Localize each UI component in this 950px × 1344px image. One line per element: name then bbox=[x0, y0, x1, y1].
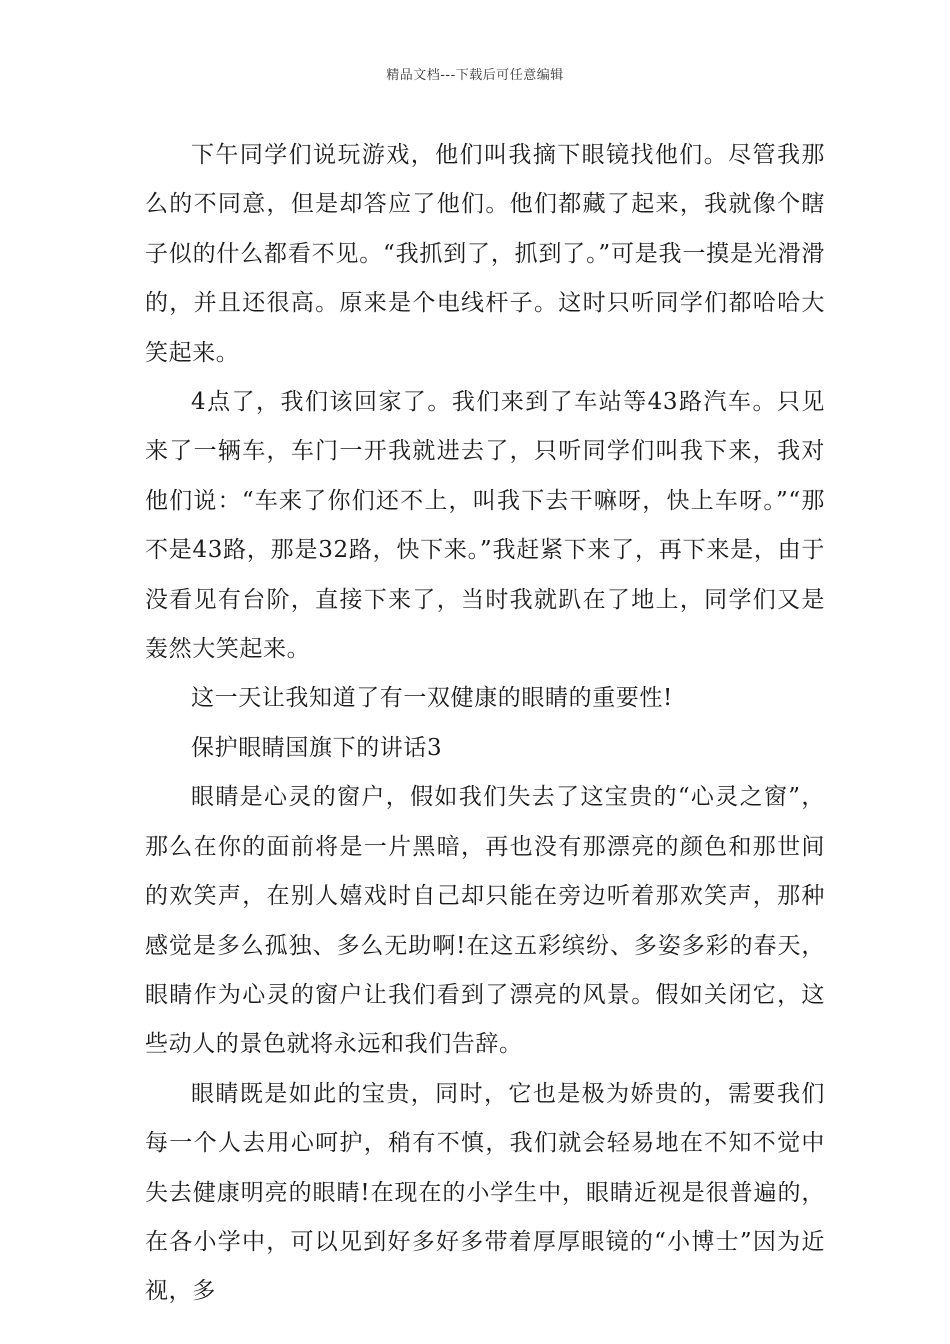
page-header: 精品文档---下载后可任意编辑 bbox=[386, 68, 564, 83]
paragraph-lesson: 这一天让我知道了有一双健康的眼睛的重要性! bbox=[191, 685, 673, 712]
paragraph-game: 下午同学们说玩游戏，他们叫我摘下眼镜找他们。尽管我那么的不同意，但是却答应了他们。他们都藏了起来，我就像个瞎子似的什么都看不见。“我抓到了，抓到了。”可是我一摸是光滑滑的，并且还很高。原来是个电线杆子。这时只听同学们都哈哈大笑起来。 bbox=[145, 142, 825, 366]
document-body bbox=[145, 131, 825, 1317]
section-title: 保护眼睛国旗下的讲话3 bbox=[191, 734, 443, 761]
paragraph-bus: 4点了，我们该回家了。我们来到了车站等43路汽车。只见来了一辆车，车门一开我就进去了，只听同学们叫我下来，我对他们说：“车来了你们还不上，叫我下去干嘛呀，快上车呀。”“那不是43路，那是32路，快下来。”我赶紧下来了，再下来是，由于没看见有台阶，直接下来了，当时我就趴在了地上，同学们又是轰然大笑起来。 bbox=[145, 389, 825, 663]
paragraph-eyes-care: 眼睛既是如此的宝贵，同时，它也是极为娇贵的，需要我们每一个人去用心呵护，稍有不慎，我们就会轻易地在不知不觉中失去健康明亮的眼睛!在现在的小学生中，眼睛近视是很普遍的，在各小学中，可以见到好多好多带着厚厚眼镜的“小博士”因为近视，多 bbox=[145, 1080, 825, 1305]
paragraph-eyes-window: 眼睛是心灵的窗户，假如我们失去了这宝贵的“心灵之窗”，那么在你的面前将是一片黑暗，再也没有那漂亮的颜色和那世间的欢笑声，在别人嬉戏时自己却只能在旁边听着那欢笑声，那种感觉是多么孤独、多么无助啊!在这五彩缤纷、多姿多彩的春天，眼睛作为心灵的窗户让我们看到了漂亮的风景。假如关闭它，这些动人的景色就将永远和我们告辞。 bbox=[145, 784, 825, 1058]
